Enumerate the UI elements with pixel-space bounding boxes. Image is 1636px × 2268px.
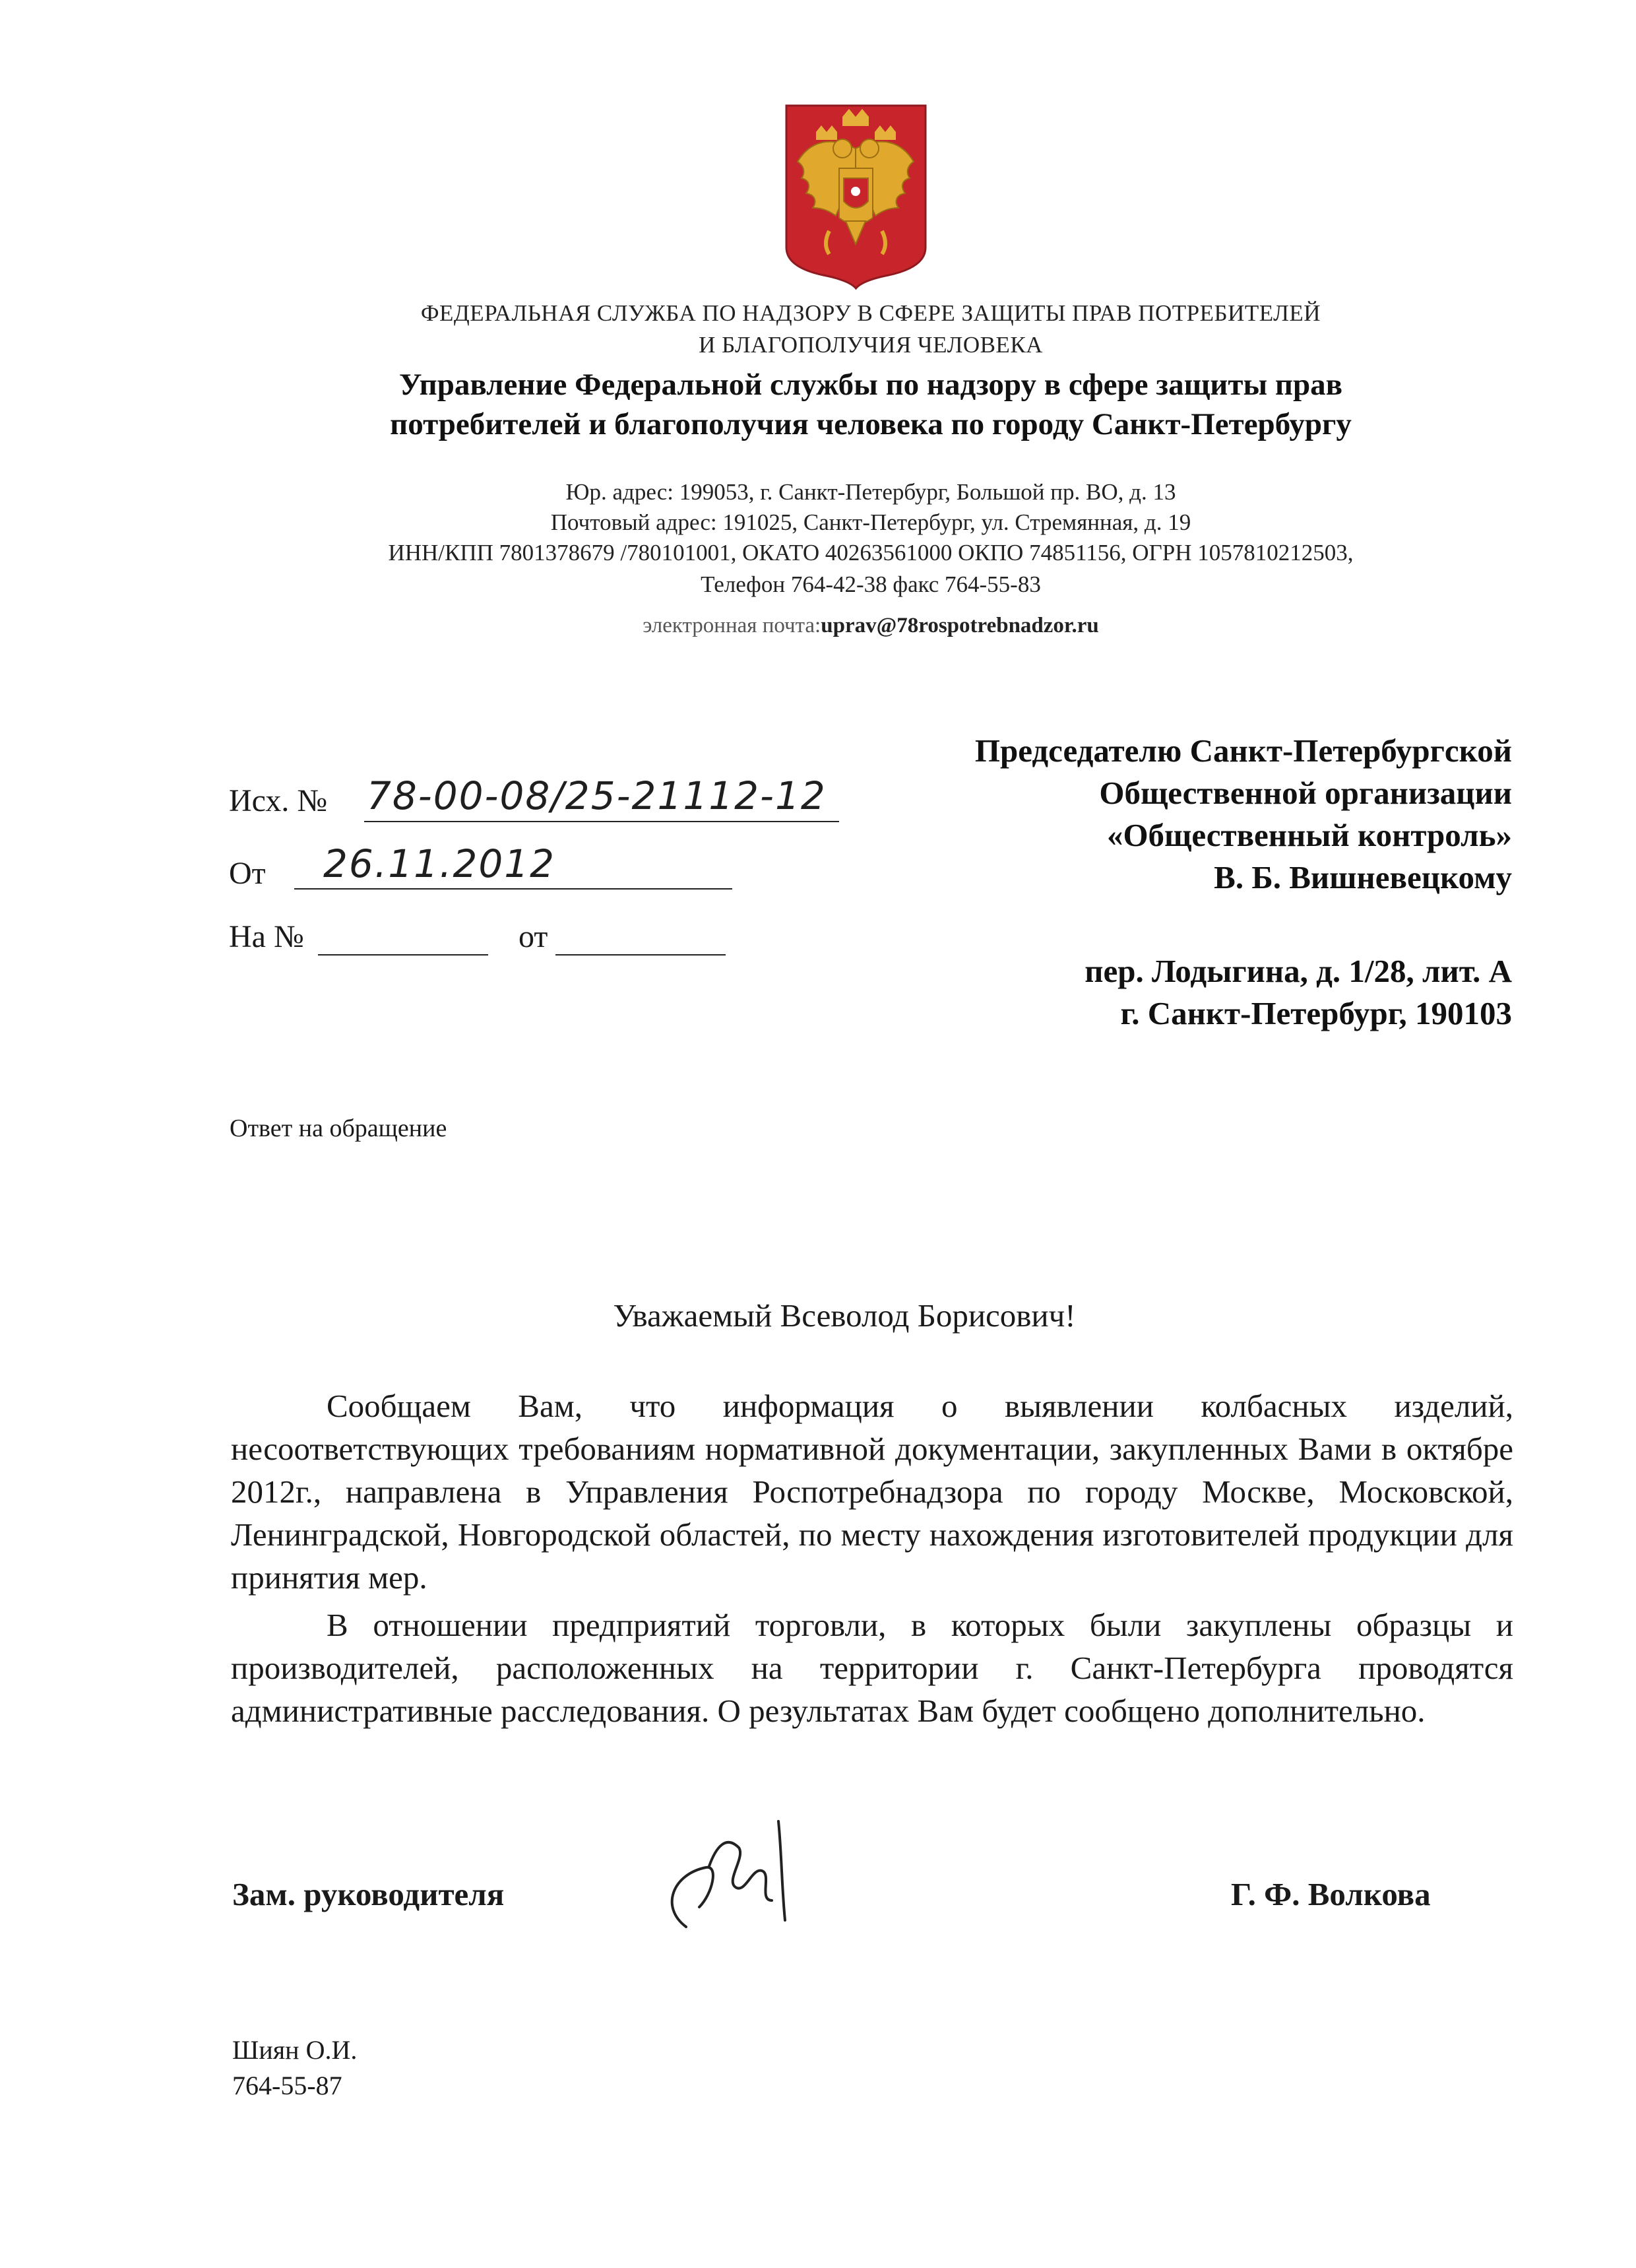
outgoing-number-line	[364, 821, 839, 822]
addressee-line2: Общественной организации	[1099, 775, 1512, 811]
in-reply-from-label: от	[519, 919, 548, 954]
outgoing-number-handwritten: 78-00-08/25-21112-12	[367, 773, 827, 818]
executor-phone: 764-55-87	[232, 2071, 342, 2100]
email-address: uprav@78rospotrebnadzor.ru	[821, 614, 1099, 637]
signer-role: Зам. руководителя	[232, 1876, 505, 1912]
registration-codes: ИНН/КПП 7801378679 /780101001, ОКАТО 40263561000 ОКПО 74851156, ОГРН 1057810212503,	[388, 540, 1354, 566]
addressee-city: г. Санкт-Петербург, 190103	[1120, 995, 1512, 1031]
in-reply-number-line	[318, 954, 488, 956]
letter-subject: Ответ на обращение	[230, 1115, 447, 1142]
addressee-street: пер. Лодыгина, д. 1/28, лит. А	[1085, 953, 1512, 989]
email-line	[53, 614, 1636, 638]
coat-of-arms-icon	[783, 102, 929, 291]
outgoing-number-label: Исх. №	[229, 783, 328, 818]
addressee-address	[1085, 950, 1512, 1035]
phone-fax: Телефон 764-42-38 факс 764-55-83	[701, 571, 1041, 597]
in-reply-number-label: На №	[229, 919, 304, 954]
body-paragraph-2-text: В отношении предприятий торговли, в которых были закуплены образцы и производителей, расположенных на территории г. Санкт-Петербурга проводятся административные расследования. О результатах Вам будет сообщено дополнительно.	[231, 1607, 1513, 1729]
agency-title-line2: И БЛАГОПОЛУЧИЯ ЧЕЛОВЕКА	[699, 332, 1043, 358]
executor-info	[232, 2032, 357, 2104]
legal-address: Юр. адрес: 199053, г. Санкт-Петербург, Большой пр. ВО, д. 13	[565, 479, 1176, 505]
in-reply-from-line	[555, 954, 726, 956]
addressee-line3: «Общественный контроль»	[1106, 817, 1512, 853]
signer-name: Г. Ф. Волкова	[1231, 1876, 1431, 1912]
addressee-block	[975, 730, 1512, 899]
date-handwritten: 26.11.2012	[323, 841, 556, 886]
addressee-name: В. Б. Вишневецкому	[1214, 859, 1512, 895]
addressee-line1: Председателю Санкт-Петербургской	[974, 732, 1512, 769]
department-title-line2: потребителей и благополучия человека по городу Санкт-Петербургу	[390, 407, 1352, 441]
greeting: Уважаемый Всеволод Борисович!	[613, 1297, 1076, 1334]
executor-name: Шиян О.И.	[232, 2035, 358, 2065]
email-label: электронная почта:	[643, 614, 821, 637]
date-label: От	[229, 856, 266, 891]
postal-address: Почтовый адрес: 191025, Санкт-Петербург, ул. Стремянная, д. 19	[550, 509, 1191, 535]
department-title-line1: Управление Федеральной службы по надзору в сфере защиты прав	[399, 368, 1342, 402]
handwritten-signature	[646, 1808, 831, 1947]
body-paragraph-1	[231, 1384, 1513, 1599]
body-paragraph-1-text: Сообщаем Вам, что информация о выявлении колбасных изделий, несоответствующих требованиям нормативной документации, закупленных Вами в октябре 2012г., направлена в Управления Роспотребнадзора по городу Москве, Московской, Ленинградской, Новгородской областей, по месту нахождения изготовителей продукции для принятия мер.	[231, 1388, 1513, 1596]
body-paragraph-2	[231, 1604, 1513, 1732]
date-line	[294, 888, 732, 890]
agency-title-line1: ФЕДЕРАЛЬНАЯ СЛУЖБА ПО НАДЗОРУ В СФЕРЕ ЗАЩИТЫ ПРАВ ПОТРЕБИТЕЛЕЙ	[420, 300, 1321, 326]
